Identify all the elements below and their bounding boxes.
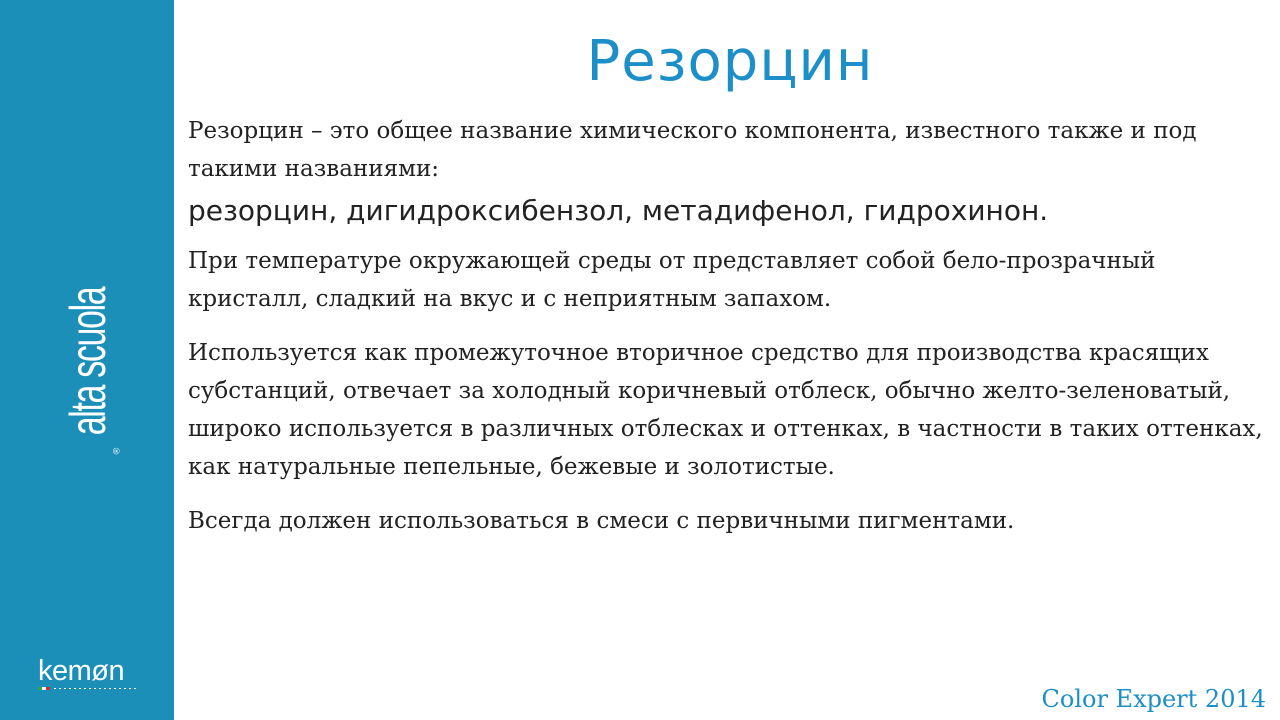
alta-scuola-text: alta scuola	[60, 287, 116, 435]
logo-tagline-mark	[38, 687, 138, 690]
alta-scuola-brand	[57, 281, 119, 441]
names-paragraph: резорцин, дигидроксибензол, метадифенол, гидрохинон.	[188, 194, 1049, 227]
slide-title: Резорцин	[586, 29, 874, 94]
brand-sidebar	[0, 0, 174, 720]
kemon-logo	[38, 655, 148, 695]
slide-body	[188, 112, 1274, 540]
temperature-paragraph: При температуре окружающей среды от представляет собой бело-прозрачный кристалл, сладкий на вкус и с неприятным запахом.	[188, 248, 1156, 312]
mix-paragraph: Всегда должен использоваться в смеси с первичными пигментами.	[188, 508, 1015, 534]
kemon-logo-text: kemøn	[38, 655, 125, 687]
intro-paragraph: Резорцин – это общее название химического компонента, известного также и под такими названиями:	[188, 118, 1197, 182]
registered-mark: ®	[111, 447, 122, 455]
usage-paragraph: Используется как промежуточное вторичное средство для производства красящих субстанций, отвечает за холодный коричневый отблеск, обычно желто-зеленоватый, широко используется в различных отблесках и оттенках, в частности в таких оттенках, как натуральные пепельные, бежевые и золотистые.	[188, 340, 1263, 480]
footer-caption: Color Expert 2014	[1041, 685, 1266, 713]
